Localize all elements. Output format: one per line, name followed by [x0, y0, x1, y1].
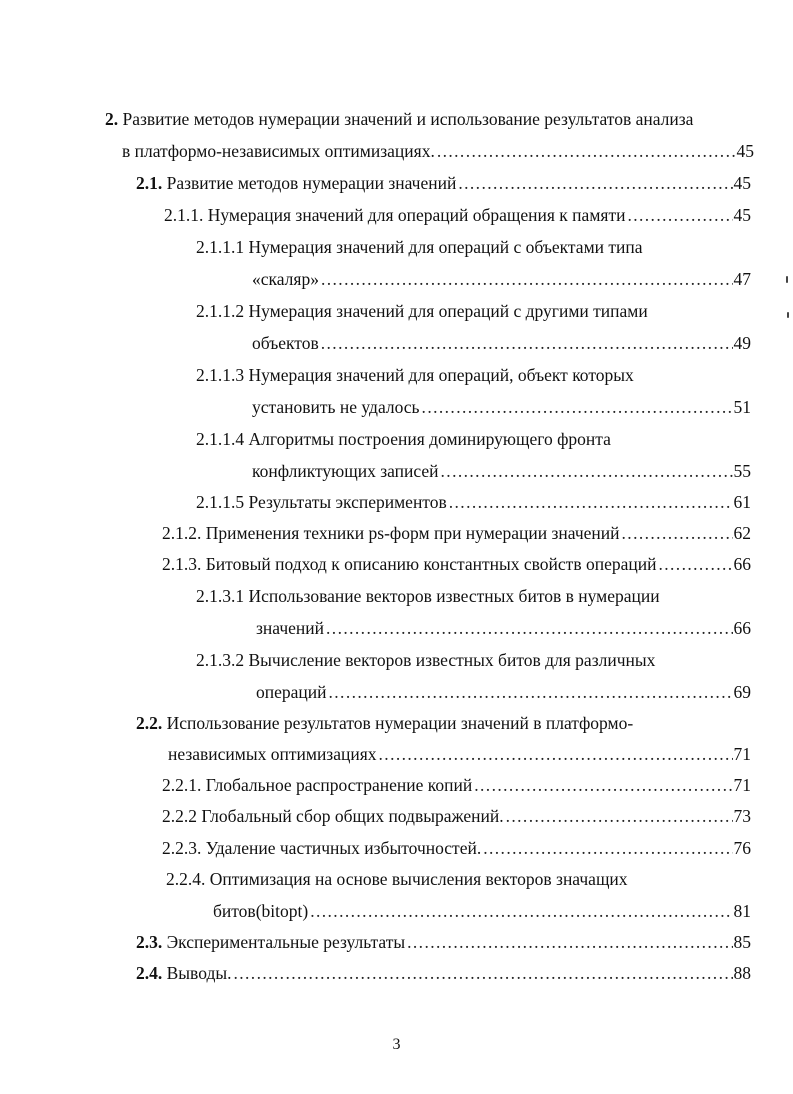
- toc-leader-dots: [449, 491, 733, 513]
- toc-entry-2-cont: [122, 140, 754, 162]
- toc-page-number: 55: [733, 461, 751, 481]
- toc-entry-title: независимых оптимизациях: [168, 744, 377, 764]
- toc-entry-title: 2.1.2. Применения техники ps-форм при нумерации значений: [162, 523, 620, 543]
- toc-entry-title: 2.1.1.4 Алгоритмы построения доминирующего фронта: [196, 429, 611, 449]
- toc-entry-title: «скаляр»: [252, 269, 319, 289]
- toc-entry-title: объектов: [252, 333, 319, 353]
- toc-page-number: 71: [733, 775, 751, 795]
- toc-entry-2-1-1: [164, 204, 751, 226]
- toc-entry-number: 2.3.: [136, 932, 163, 952]
- toc-entry-2-1-1-3-cont: [252, 396, 751, 418]
- toc-leader-dots: [441, 460, 733, 482]
- toc-entry-2-1: [136, 172, 751, 194]
- toc-entry-2-2-4: [166, 868, 628, 890]
- toc-entry-title: 2.2.4. Оптимизация на основе вычисления векторов значащих: [166, 869, 628, 889]
- toc-entry-title: Экспериментальные результаты: [166, 932, 406, 952]
- toc-entry-title: конфликтующих записей: [252, 461, 439, 481]
- toc-entry-title: Развитие методов нумерации значений и использование результатов анализа: [122, 109, 694, 129]
- toc-entry-2-2-3: [162, 837, 751, 859]
- toc-entry-2-2: [136, 712, 633, 734]
- toc-entry-2-1-1-1-cont: [252, 268, 751, 290]
- toc-leader-dots: [627, 204, 732, 226]
- toc-leader-dots: [321, 268, 733, 290]
- toc-page-number: 62: [733, 523, 751, 543]
- toc-entry-title: битов(bitopt): [213, 901, 309, 921]
- toc-entry-number: 2.: [105, 109, 119, 129]
- toc-entry-2-1-3-2: [196, 649, 655, 671]
- toc-entry-2-4: [136, 962, 751, 984]
- toc-leader-dots: [329, 681, 733, 703]
- toc-page-number: 45: [736, 141, 754, 161]
- toc-entry-title: 2.1.1.1 Нумерация значений для операций с объектами типа: [196, 237, 643, 257]
- toc-entry-2-1-1-3: [196, 364, 634, 386]
- toc-entry-title: Использование результатов нумерации значений в платформо-: [166, 713, 634, 733]
- page-number: 3: [392, 1036, 401, 1053]
- scan-speck: [786, 276, 788, 283]
- toc-leader-dots: [474, 774, 732, 796]
- toc-entry-title: 2.1.1.5 Результаты экспериментов: [196, 492, 447, 512]
- toc-entry-2-1-3-1: [196, 585, 660, 607]
- toc-page-number: 47: [733, 269, 751, 289]
- toc-entry-2-1-1-4-cont: [252, 460, 751, 482]
- toc-page-number: 66: [733, 554, 751, 574]
- toc-page-number: 49: [733, 333, 751, 353]
- toc-entry-2-1-2: [162, 522, 751, 544]
- toc-entry-number: 2.4.: [136, 963, 163, 983]
- toc-page-number: 88: [733, 963, 751, 983]
- toc-entry-title: Выводы.: [166, 963, 232, 983]
- toc-entry-2-1-1-2-cont: [252, 332, 751, 354]
- toc-entry-2: [105, 108, 693, 130]
- toc-entry-2-2-2: [162, 805, 751, 827]
- toc-entry-2-1-1-4: [196, 428, 611, 450]
- toc-entry-2-1-1-5: [196, 491, 751, 513]
- toc-leader-dots: [310, 900, 732, 922]
- toc-entry-2-2-4-cont: [213, 900, 751, 922]
- toc-entry-number: 2.2.: [136, 713, 163, 733]
- toc-leader-dots: [326, 617, 732, 639]
- toc-entry-title: 2.2.1. Глобальное распространение копий: [162, 775, 473, 795]
- toc-leader-dots: [379, 743, 733, 765]
- toc-page-number: 85: [733, 932, 751, 952]
- toc-entry-title: установить не удалось: [252, 397, 420, 417]
- toc-entry-title: операций: [256, 682, 327, 702]
- toc-entry-2-1-1-2: [196, 300, 648, 322]
- toc-page-number: 45: [733, 205, 751, 225]
- toc-leader-dots: [437, 140, 736, 162]
- toc-page-number: 61: [733, 492, 751, 512]
- toc-entry-2-1-3-1-cont: [256, 617, 751, 639]
- toc-page-number: 51: [733, 397, 751, 417]
- toc-leader-dots: [321, 332, 733, 354]
- toc-entry-2-1-3: [162, 553, 751, 575]
- toc-leader-dots: [483, 837, 732, 859]
- toc-page-number: 71: [733, 744, 751, 764]
- toc-entry-title: 2.1.3. Битовый подход к описанию константных свойств операций: [162, 554, 657, 574]
- toc-entry-2-1-3-2-cont: [256, 681, 751, 703]
- toc-entry-2-2-cont: [168, 743, 751, 765]
- toc-leader-dots: [658, 553, 732, 575]
- toc-entry-2-3: [136, 931, 751, 953]
- toc-leader-dots: [458, 172, 732, 194]
- toc-entry-title: в платформо-независимых оптимизациях.: [122, 141, 435, 161]
- toc-entry-title: Развитие методов нумерации значений: [166, 173, 457, 193]
- toc-leader-dots: [622, 522, 733, 544]
- toc-entry-title: 2.2.2 Глобальный сбор общих подвыражений.: [162, 806, 504, 826]
- toc-entry-title: 2.1.3.2 Вычисление векторов известных битов для различных: [196, 650, 656, 670]
- toc-entry-title: значений: [256, 618, 325, 638]
- toc-page-number: 73: [733, 806, 751, 826]
- toc-entry-title: 2.1.1. Нумерация значений для операций обращения к памяти: [164, 205, 626, 225]
- toc-leader-dots: [422, 396, 733, 418]
- toc-leader-dots: [233, 962, 732, 984]
- toc-entry-number: 2.1.: [136, 173, 163, 193]
- toc-entry-2-1-1-1: [196, 236, 643, 258]
- toc-page-number: 66: [733, 618, 751, 638]
- toc-entry-title: 2.1.1.2 Нумерация значений для операций с другими типами: [196, 301, 648, 321]
- toc-page-number: 45: [733, 173, 751, 193]
- toc-page-number: 69: [733, 682, 751, 702]
- scan-speck: [787, 312, 789, 318]
- toc-entry-title: 2.2.3. Удаление частичных избыточностей.: [162, 838, 482, 858]
- toc-page-number: 81: [733, 901, 751, 921]
- toc-page-number: 76: [733, 838, 751, 858]
- toc-entry-title: 2.1.3.1 Использование векторов известных битов в нумерации: [196, 586, 660, 606]
- toc-leader-dots: [506, 805, 733, 827]
- toc-entry-2-2-1: [162, 774, 751, 796]
- toc-leader-dots: [407, 931, 732, 953]
- toc-entry-title: 2.1.1.3 Нумерация значений для операций, объект которых: [196, 365, 634, 385]
